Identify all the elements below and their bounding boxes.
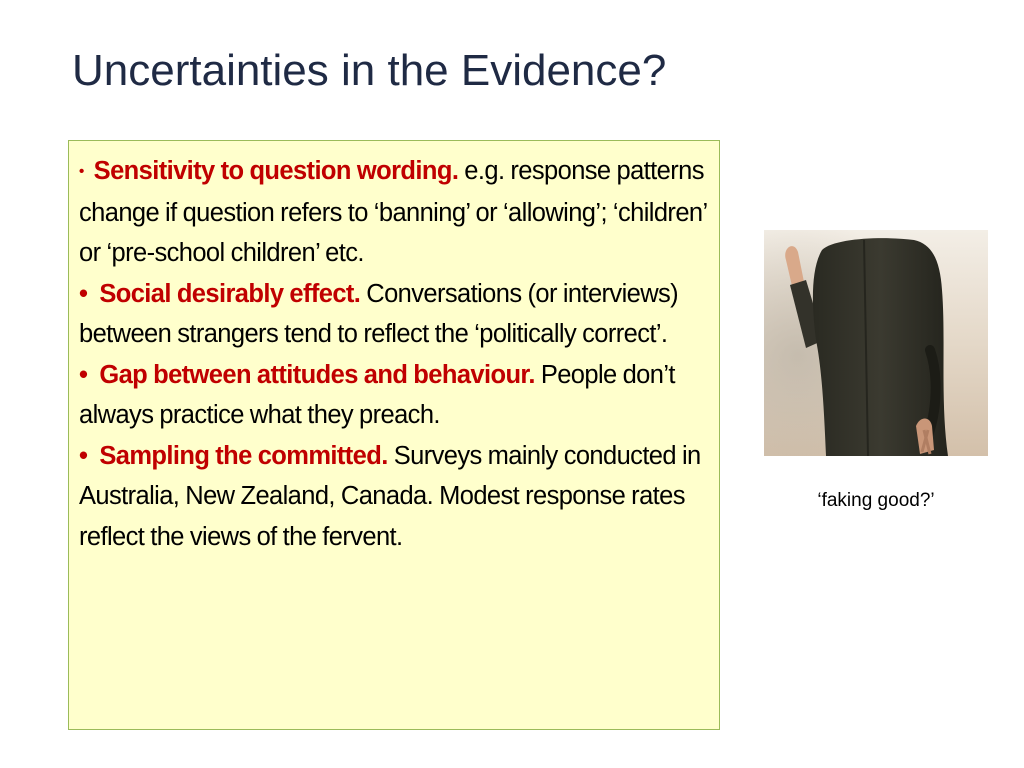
fingers-crossed-photo <box>764 230 988 456</box>
bullet-lead: Social desirably effect. <box>99 279 361 308</box>
bullet-text: Surveys mainly conducted in Australia, New Zealand, Canada. Modest response rates reflect the views of the fervent. <box>79 441 701 551</box>
bullet-text: Conversations (or interviews) between strangers tend to reflect the ‘politically correct’. <box>79 279 679 348</box>
bullet-icon: • <box>79 360 88 389</box>
bullet-item <box>79 151 711 274</box>
bullet-text: e.g. response patterns change if question refers to ‘banning’ or ‘allowing’; ‘children’ or ‘pre-school children’ etc. <box>79 157 707 267</box>
bullet-lead: Sampling the committed. <box>99 441 388 470</box>
fingers-crossed-behind-back-icon <box>764 230 988 456</box>
bullet-icon: • <box>79 279 88 308</box>
image-caption: ‘faking good?’ <box>817 490 935 511</box>
bullet-text: People don’t always practice what they preach. <box>79 360 675 429</box>
bullet-icon: • <box>79 163 84 180</box>
bullet-item <box>79 355 711 436</box>
bullet-text-box <box>68 140 720 730</box>
bullet-item <box>79 436 711 558</box>
slide-title: Uncertainties in the Evidence? <box>72 46 667 95</box>
bullet-lead: Sensitivity to question wording. <box>93 157 459 185</box>
bullet-icon: • <box>79 441 88 470</box>
bullet-item <box>79 274 711 355</box>
bullet-lead: Gap between attitudes and behaviour. <box>99 360 535 389</box>
